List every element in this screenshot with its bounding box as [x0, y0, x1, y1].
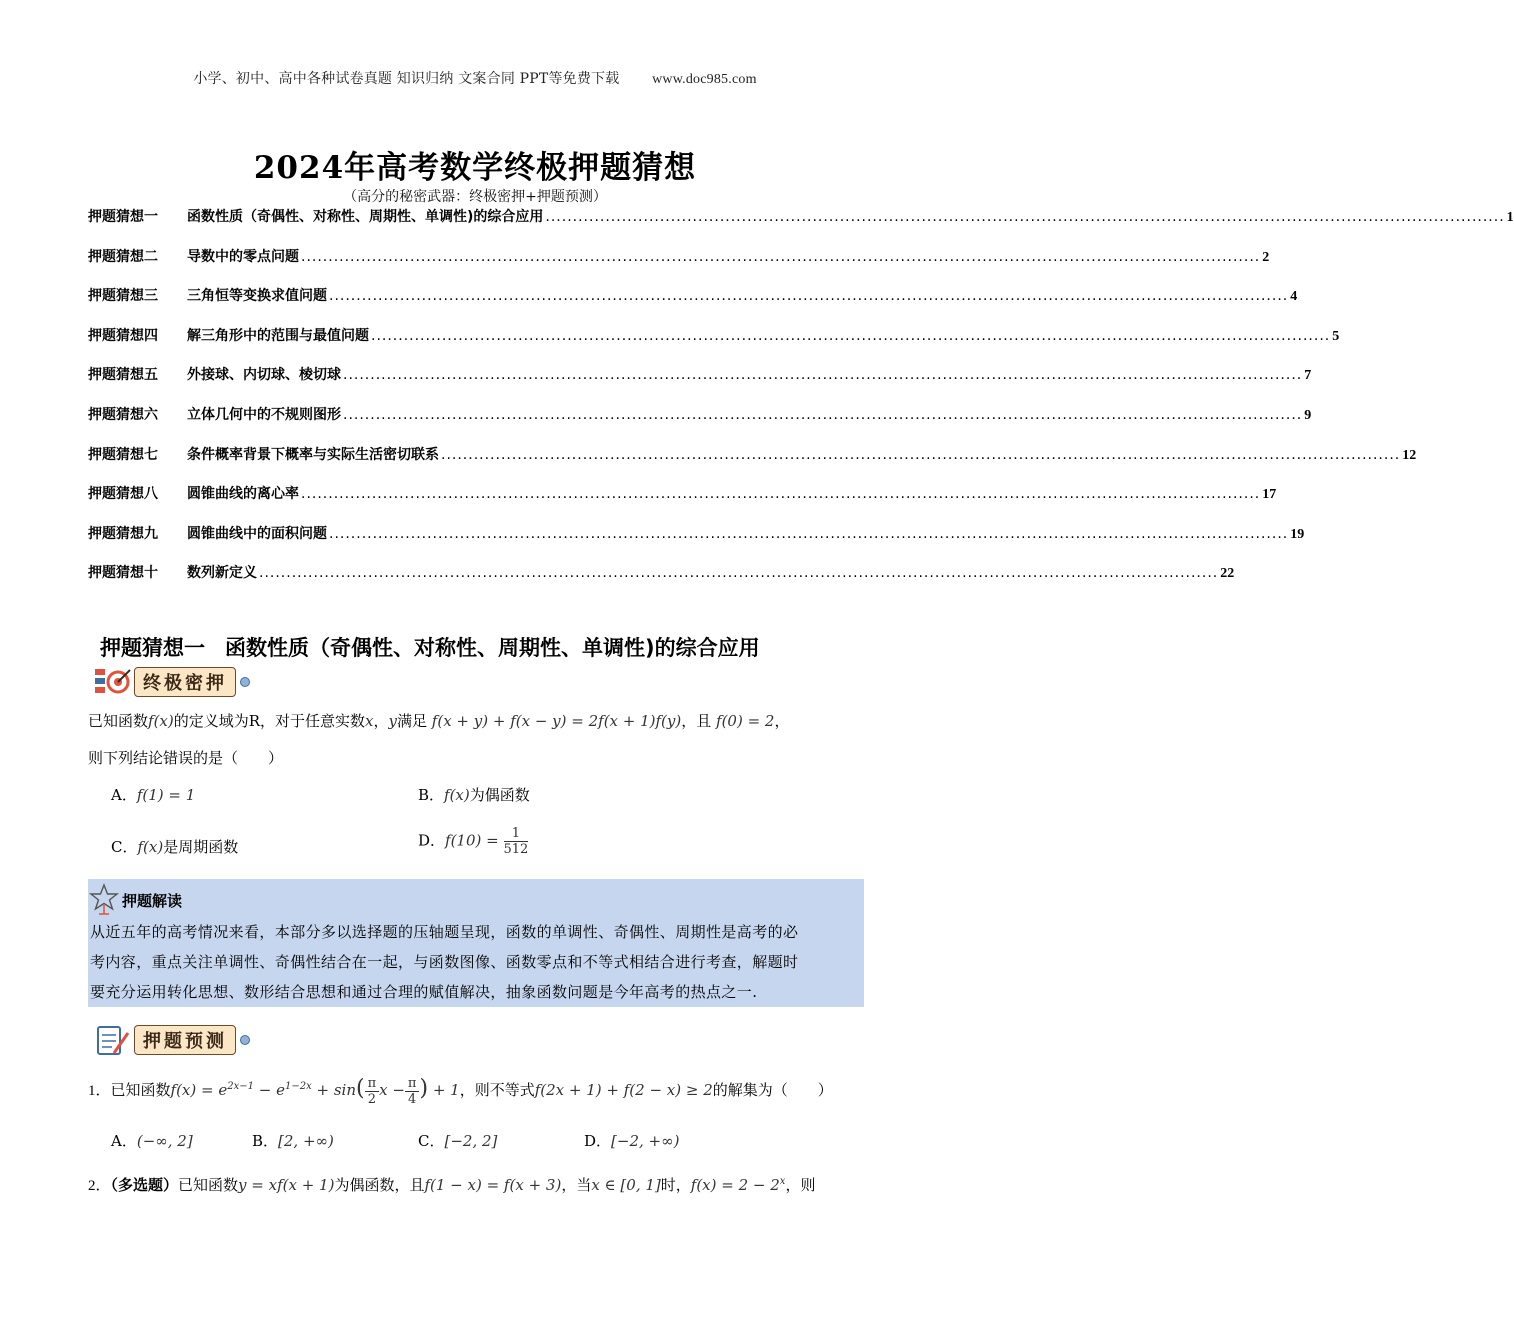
question-number: 1． [88, 1083, 111, 1099]
numerator: π [405, 1076, 420, 1092]
q1-option-d[interactable] [584, 1130, 679, 1151]
text: 已知函数 [178, 1176, 239, 1194]
option-label: A． [111, 786, 137, 804]
option-label: B． [252, 1132, 279, 1150]
banner-prediction [94, 1022, 250, 1058]
analysis-box [88, 879, 864, 1007]
toc-leader: ................................................................................................................................................................................ [343, 406, 1303, 423]
toc-label: 押题猜想二 [88, 248, 158, 265]
toc-title: 圆锥曲线中的面积问题 [187, 525, 327, 542]
page-subtitle: （高分的秘密武器：终极密押+押题预测） [343, 189, 607, 205]
analysis-header [88, 885, 864, 917]
math: f(x) = e [170, 1081, 228, 1099]
toc-row[interactable] [88, 198, 1514, 238]
target-icon [94, 665, 134, 699]
banner-dot [240, 677, 250, 687]
toc-title: 条件概率背景下概率与实际生活密切联系 [187, 446, 439, 463]
toc-label: 押题猜想一 [88, 209, 158, 225]
math: f(1) = 1 [136, 786, 196, 804]
toc-title: 解三角形中的范围与最值问题 [187, 327, 369, 344]
toc-label: 押题猜想七 [88, 446, 158, 463]
page-header [0, 68, 950, 88]
fraction [405, 1076, 420, 1107]
toc-title: 导数中的零点问题 [187, 248, 299, 265]
analysis-line: 考内容，重点关注单调性、奇偶性结合在一起，与函数图像、函数零点和不等式相结合进行考查，解题时 [90, 953, 799, 971]
option-label: B． [418, 786, 445, 804]
denominator: 512 [503, 842, 529, 857]
text: 为偶函数，且 [334, 1176, 425, 1194]
math: (−∞, 2] [136, 1132, 193, 1150]
toc-leader: ................................................................................................................................................................................ [329, 288, 1289, 305]
toc-page: 12 [1402, 447, 1417, 463]
toc-leader: ................................................................................................................................................................................ [343, 367, 1303, 384]
text: 为偶函数 [469, 786, 530, 804]
toc-label: 押题猜想五 [88, 367, 158, 384]
analysis-line: 要充分运用转化思想、数形结合思想和通过合理的赋值解决，抽象函数问题是今年高考的热点之一. [90, 983, 758, 1001]
text: 满足 [397, 712, 428, 730]
question-2 [88, 1167, 815, 1201]
fraction [504, 826, 529, 857]
toc-page: 9 [1304, 407, 1312, 423]
option-c[interactable] [111, 836, 238, 857]
header-text: 小学、初中、高中各种试卷真题 知识归纳 文案合同 PPT等免费下载 [193, 71, 620, 87]
option-label: C． [111, 838, 138, 856]
toc-label: 押题猜想六 [88, 406, 158, 423]
banner-dot [240, 1035, 250, 1045]
toc-row[interactable] [88, 277, 1298, 317]
exponent: 1−2x [284, 1081, 312, 1092]
banner-final-prediction [94, 664, 250, 700]
toc-label: 押题猜想八 [88, 486, 158, 503]
math: + 1 [428, 1081, 460, 1099]
banner-label: 终极密押 [134, 667, 236, 697]
toc-row[interactable] [88, 515, 1305, 555]
denominator: 2 [367, 1091, 376, 1107]
text: ，且 [681, 712, 712, 730]
text: ， [373, 712, 389, 730]
toc-page: 5 [1332, 328, 1340, 344]
analysis-body [88, 917, 864, 1007]
q1-option-c[interactable] [418, 1130, 497, 1151]
toc-leader: ................................................................................................................................................................................ [259, 565, 1219, 582]
toc-label: 押题猜想三 [88, 288, 158, 305]
toc-row[interactable] [88, 356, 1312, 396]
toc-page: 22 [1220, 566, 1235, 582]
math: [2, +∞) [278, 1132, 334, 1150]
math: f(1 − x) = f(x + 3) [424, 1176, 562, 1194]
page-title: 2024年高考数学终极押题猜想 [253, 150, 697, 186]
text: 已知函数 [110, 1081, 171, 1099]
exponent: x [779, 1176, 786, 1187]
text: ， [774, 712, 790, 730]
text: 的定义域为R，对于任意实数 [173, 712, 366, 730]
toc-leader: ................................................................................................................................................................................ [371, 327, 1331, 344]
toc-page: 2 [1262, 249, 1270, 265]
notebook-icon [94, 1023, 134, 1057]
fraction [365, 1076, 380, 1107]
q1-option-a[interactable] [111, 1130, 193, 1151]
math: f(x) [137, 838, 164, 856]
math: f(0) = 2 [716, 712, 775, 730]
option-d[interactable] [418, 826, 528, 857]
toc-row[interactable] [88, 436, 1417, 476]
toc-leader: ................................................................................................................................................................................ [441, 446, 1401, 463]
q1-option-b[interactable] [252, 1130, 334, 1151]
toc-label: 押题猜想四 [88, 327, 158, 344]
math: − e [253, 1081, 285, 1099]
text: ，则不等式 [459, 1081, 535, 1099]
star-icon [90, 883, 120, 928]
math: [−2, 2] [444, 1132, 498, 1150]
question-tag: （多选题） [110, 1176, 179, 1194]
toc-title: 函数性质（奇偶性、对称性、周期性、单调性)的综合应用 [187, 209, 544, 225]
text: ，当 [561, 1176, 592, 1194]
option-b[interactable] [418, 784, 530, 805]
toc-page: 19 [1290, 526, 1305, 542]
toc-row[interactable] [88, 396, 1312, 436]
toc-title: 外接球、内切球、棱切球 [187, 367, 341, 384]
section-heading [100, 632, 760, 662]
toc-title: 数列新定义 [187, 565, 257, 582]
numerator: π [365, 1076, 380, 1092]
numerator: 1 [504, 826, 529, 842]
math: [−2, +∞) [611, 1132, 680, 1150]
text: 已知函数 [88, 712, 149, 730]
text: 时， [660, 1176, 691, 1194]
math: f(10) = [445, 831, 499, 850]
toc-title: 三角恒等变换求值问题 [187, 288, 327, 305]
math: f(x + y) + f(x − y) = 2f(x + 1)f(y) [431, 712, 682, 730]
toc-label: 押题猜想十 [88, 565, 158, 582]
toc-leader: ................................................................................................................................................................................ [301, 248, 1261, 265]
option-label: C． [418, 1132, 445, 1150]
question-number: 2． [88, 1178, 111, 1194]
math: x [365, 712, 374, 730]
math: y [388, 712, 397, 730]
toc-page: 1 [1506, 210, 1514, 225]
toc-leader: ................................................................................................................................................................................ [301, 486, 1261, 503]
text: ，则 [785, 1176, 816, 1194]
problem-line-2: 则下列结论错误的是（ ） [88, 749, 284, 767]
toc-row[interactable] [88, 475, 1277, 515]
toc-row[interactable] [88, 317, 1340, 357]
text: 的解集为（ ） [712, 1081, 833, 1099]
math: x ∈ [0, 1] [591, 1176, 661, 1194]
toc-leader: ................................................................................................................................................................................ [329, 525, 1289, 542]
math: + sin [311, 1081, 356, 1099]
toc-label: 押题猜想九 [88, 525, 158, 542]
toc-leader: ................................................................................................................................................................................ [545, 209, 1505, 225]
toc-row[interactable] [88, 238, 1270, 278]
problem-line-1 [88, 706, 790, 736]
banner-label: 押题预测 [134, 1025, 236, 1055]
math: f(x) [148, 712, 174, 730]
math: f(x) [444, 786, 470, 804]
math: f(2x + 1) + f(2 − x) ≥ 2 [534, 1081, 713, 1099]
option-label: D． [418, 831, 446, 850]
toc-row[interactable] [88, 554, 1235, 594]
toc-title: 圆锥曲线的离心率 [187, 486, 299, 503]
question-1: 1．已知函数$f(x) = e^{2x-1} - e^{1-2x} + \sin$( $\frac{\pi}{2}$ x − $\frac{\pi}{4}$ ) + 1，则不等式f(2x + 1) + f(2 − x) ≥ 2的解集为（ ） [88, 1075, 833, 1107]
math: f(x) = 2 − 2 [690, 1176, 780, 1194]
header-site: www.doc985.com [652, 72, 757, 87]
text: 是周期函数 [163, 838, 239, 856]
analysis-line: 从近五年的高考情况来看，本部分多以选择题的压轴题呈现，函数的单调性、奇偶性、周期性是高考的必 [90, 923, 799, 941]
denominator: 4 [408, 1091, 417, 1107]
exponent: 2x−1 [227, 1081, 254, 1092]
analysis-title: 押题解读 [122, 892, 183, 910]
math: x − [379, 1081, 405, 1099]
math: y = xf(x + 1) [238, 1176, 335, 1194]
option-label: D． [584, 1132, 612, 1150]
toc-page: 17 [1262, 487, 1277, 503]
section-label: 押题猜想一 [100, 636, 205, 660]
toc-page: 4 [1290, 289, 1298, 305]
toc-title: 立体几何中的不规则图形 [187, 406, 341, 423]
toc-page: 7 [1304, 368, 1312, 384]
section-title: 函数性质（奇偶性、对称性、周期性、单调性)的综合应用 [225, 636, 760, 660]
option-label: A． [111, 1132, 137, 1150]
table-of-contents [88, 198, 1514, 594]
option-a[interactable] [111, 784, 195, 805]
